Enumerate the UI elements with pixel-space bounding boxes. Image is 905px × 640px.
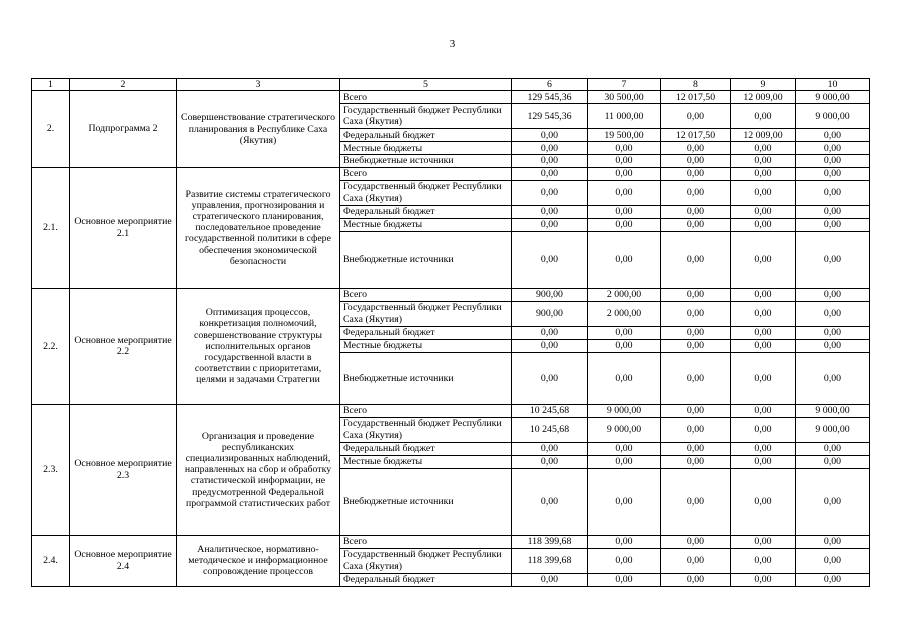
amount-cell: 0,00	[512, 155, 588, 167]
amount-cell: 12 009,00	[731, 91, 796, 104]
program-name: Подпрограмма 2	[70, 91, 177, 167]
amount-cell: 0,00	[588, 326, 661, 339]
amount-cell: 0,00	[731, 218, 796, 231]
row-number: 2.1.	[32, 167, 70, 288]
amount-cell: 0,00	[588, 468, 661, 535]
amount-cell: 0,00	[661, 417, 731, 442]
amount-cell: 0,00	[661, 339, 731, 352]
funding-source: Местные бюджеты	[340, 218, 512, 231]
amount-cell: 0,00	[731, 548, 796, 573]
header-row	[32, 79, 870, 91]
amount-cell: 0,00	[512, 180, 588, 205]
amount-cell: 0,00	[512, 573, 588, 586]
amount-cell: 0,00	[661, 468, 731, 535]
amount-cell: 0,00	[588, 218, 661, 231]
amount-cell: 0,00	[796, 129, 870, 142]
amount-cell: 0,00	[588, 205, 661, 218]
amount-cell: 0,00	[588, 573, 661, 586]
amount-cell: 0,00	[588, 167, 661, 180]
funding-source: Внебюджетные источники	[340, 468, 512, 535]
amount-cell: 0,00	[588, 142, 661, 155]
amount-cell: 0,00	[796, 205, 870, 218]
amount-cell: 0,00	[796, 468, 870, 535]
header-cell: 9	[731, 79, 796, 91]
funding-source: Государственный бюджет Республики Саха (Якутия)	[340, 417, 512, 442]
amount-cell: 0,00	[796, 288, 870, 301]
amount-cell: 0,00	[731, 339, 796, 352]
row-number: 2.2.	[32, 288, 70, 404]
funding-source: Местные бюджеты	[340, 455, 512, 468]
amount-cell: 0,00	[588, 180, 661, 205]
amount-cell: 0,00	[661, 155, 731, 167]
funding-source: Внебюджетные источники	[340, 155, 512, 167]
funding-source: Федеральный бюджет	[340, 573, 512, 586]
amount-cell: 9 000,00	[796, 104, 870, 129]
amount-cell: 0,00	[731, 167, 796, 180]
amount-cell: 0,00	[512, 142, 588, 155]
amount-cell: 0,00	[661, 218, 731, 231]
amount-cell: 0,00	[661, 301, 731, 326]
program-description: Развитие системы стратегического управления, прогнозирования и стратегического планирования, последовательное проведение государственной политики в сфере обеспечения экономической безопасности	[177, 167, 340, 288]
header-cell: 10	[796, 79, 870, 91]
amount-cell: 0,00	[512, 231, 588, 288]
amount-cell: 0,00	[512, 339, 588, 352]
amount-cell: 0,00	[588, 231, 661, 288]
amount-cell: 12 017,50	[661, 91, 731, 104]
amount-cell: 0,00	[731, 442, 796, 455]
funding-source: Государственный бюджет Республики Саха (Якутия)	[340, 180, 512, 205]
program-description: Организация и проведение республиканских специализированных наблюдений, направленных на сбор и обработку статистической информации, не предусмотренной Федеральной программой статистических работ	[177, 404, 340, 535]
amount-cell: 0,00	[661, 326, 731, 339]
amount-cell: 129 545,36	[512, 91, 588, 104]
amount-cell: 0,00	[731, 142, 796, 155]
funding-source: Федеральный бюджет	[340, 442, 512, 455]
funding-source: Государственный бюджет Республики Саха (Якутия)	[340, 301, 512, 326]
amount-cell: 0,00	[661, 404, 731, 417]
amount-cell: 0,00	[796, 167, 870, 180]
amount-cell: 0,00	[731, 352, 796, 404]
amount-cell: 0,00	[796, 301, 870, 326]
table-body	[32, 79, 870, 587]
budget-table	[31, 78, 870, 587]
amount-cell: 900,00	[512, 301, 588, 326]
table-row	[32, 91, 870, 104]
amount-cell: 0,00	[796, 326, 870, 339]
amount-cell: 19 500,00	[588, 129, 661, 142]
amount-cell: 0,00	[661, 573, 731, 586]
amount-cell: 0,00	[661, 167, 731, 180]
amount-cell: 0,00	[661, 548, 731, 573]
amount-cell: 0,00	[661, 352, 731, 404]
amount-cell: 0,00	[512, 442, 588, 455]
funding-source: Федеральный бюджет	[340, 326, 512, 339]
funding-source: Внебюджетные источники	[340, 352, 512, 404]
funding-source: Государственный бюджет Республики Саха (Якутия)	[340, 548, 512, 573]
table-row	[32, 167, 870, 180]
amount-cell: 0,00	[512, 205, 588, 218]
amount-cell: 0,00	[661, 205, 731, 218]
funding-source: Местные бюджеты	[340, 142, 512, 155]
amount-cell: 9 000,00	[796, 91, 870, 104]
funding-source: Всего	[340, 535, 512, 548]
funding-source: Федеральный бюджет	[340, 129, 512, 142]
amount-cell: 0,00	[512, 326, 588, 339]
funding-source: Местные бюджеты	[340, 339, 512, 352]
amount-cell: 10 245,68	[512, 404, 588, 417]
amount-cell: 0,00	[796, 180, 870, 205]
amount-cell: 0,00	[512, 218, 588, 231]
program-name: Основное мероприятие 2.2	[70, 288, 177, 404]
amount-cell: 0,00	[796, 573, 870, 586]
amount-cell: 0,00	[661, 180, 731, 205]
amount-cell: 0,00	[588, 155, 661, 167]
table-row	[32, 404, 870, 417]
header-cell: 8	[661, 79, 731, 91]
page-number: 3	[449, 38, 456, 50]
amount-cell: 0,00	[661, 104, 731, 129]
amount-cell: 0,00	[512, 167, 588, 180]
amount-cell: 0,00	[731, 205, 796, 218]
amount-cell: 9 000,00	[588, 404, 661, 417]
program-name: Основное мероприятие 2.4	[70, 535, 177, 586]
funding-source: Всего	[340, 404, 512, 417]
amount-cell: 0,00	[796, 442, 870, 455]
amount-cell: 0,00	[796, 142, 870, 155]
amount-cell: 9 000,00	[588, 417, 661, 442]
amount-cell: 0,00	[661, 142, 731, 155]
amount-cell: 0,00	[731, 288, 796, 301]
program-name: Основное мероприятие 2.1	[70, 167, 177, 288]
funding-source: Федеральный бюджет	[340, 205, 512, 218]
amount-cell: 2 000,00	[588, 301, 661, 326]
amount-cell: 0,00	[796, 548, 870, 573]
header-cell: 3	[177, 79, 340, 91]
amount-cell: 12 009,00	[731, 129, 796, 142]
amount-cell: 0,00	[796, 352, 870, 404]
amount-cell: 0,00	[661, 288, 731, 301]
row-number: 2.	[32, 91, 70, 167]
header-cell: 7	[588, 79, 661, 91]
amount-cell: 0,00	[731, 404, 796, 417]
amount-cell: 0,00	[661, 442, 731, 455]
amount-cell: 0,00	[796, 231, 870, 288]
amount-cell: 0,00	[588, 548, 661, 573]
amount-cell: 9 000,00	[796, 417, 870, 442]
funding-source: Внебюджетные источники	[340, 231, 512, 288]
row-number: 2.3.	[32, 404, 70, 535]
amount-cell: 129 545,36	[512, 104, 588, 129]
amount-cell: 0,00	[588, 455, 661, 468]
header-cell: 2	[70, 79, 177, 91]
amount-cell: 0,00	[588, 535, 661, 548]
amount-cell: 0,00	[588, 339, 661, 352]
amount-cell: 0,00	[731, 468, 796, 535]
amount-cell: 0,00	[796, 218, 870, 231]
program-description: Аналитическое, нормативно-методическое и информационное сопровождение процессов	[177, 535, 340, 586]
row-number: 2.4.	[32, 535, 70, 586]
program-name: Основное мероприятие 2.3	[70, 404, 177, 535]
amount-cell: 0,00	[661, 455, 731, 468]
amount-cell: 0,00	[512, 129, 588, 142]
amount-cell: 118 399,68	[512, 548, 588, 573]
amount-cell: 0,00	[796, 339, 870, 352]
amount-cell: 0,00	[512, 455, 588, 468]
table-row	[32, 535, 870, 548]
amount-cell: 0,00	[588, 352, 661, 404]
funding-source: Всего	[340, 91, 512, 104]
amount-cell: 0,00	[661, 535, 731, 548]
amount-cell: 10 245,68	[512, 417, 588, 442]
amount-cell: 0,00	[731, 417, 796, 442]
amount-cell: 118 399,68	[512, 535, 588, 548]
amount-cell: 9 000,00	[796, 404, 870, 417]
amount-cell: 0,00	[588, 442, 661, 455]
amount-cell: 11 000,00	[588, 104, 661, 129]
amount-cell: 0,00	[731, 180, 796, 205]
amount-cell: 0,00	[731, 155, 796, 167]
amount-cell: 0,00	[731, 573, 796, 586]
amount-cell: 0,00	[731, 104, 796, 129]
header-cell: 1	[32, 79, 70, 91]
amount-cell: 2 000,00	[588, 288, 661, 301]
amount-cell: 0,00	[731, 326, 796, 339]
header-cell: 5	[340, 79, 512, 91]
funding-source: Всего	[340, 167, 512, 180]
amount-cell: 30 500,00	[588, 91, 661, 104]
program-description: Совершенствование стратегического планирования в Республике Саха (Якутия)	[177, 91, 340, 167]
funding-source: Государственный бюджет Республики Саха (Якутия)	[340, 104, 512, 129]
table-row	[32, 288, 870, 301]
amount-cell: 0,00	[731, 231, 796, 288]
amount-cell: 0,00	[796, 535, 870, 548]
header-cell: 6	[512, 79, 588, 91]
amount-cell: 0,00	[731, 455, 796, 468]
amount-cell: 0,00	[731, 535, 796, 548]
program-description: Оптимизация процессов, конкретизация полномочий, совершенствование структуры исполнительных органов государственной власти в соответствии с приоритетами, целями и задачами Стратегии	[177, 288, 340, 404]
amount-cell: 0,00	[796, 155, 870, 167]
amount-cell: 0,00	[512, 468, 588, 535]
amount-cell: 12 017,50	[661, 129, 731, 142]
amount-cell: 0,00	[661, 231, 731, 288]
amount-cell: 0,00	[512, 352, 588, 404]
amount-cell: 0,00	[731, 301, 796, 326]
amount-cell: 900,00	[512, 288, 588, 301]
amount-cell: 0,00	[796, 455, 870, 468]
funding-source: Всего	[340, 288, 512, 301]
